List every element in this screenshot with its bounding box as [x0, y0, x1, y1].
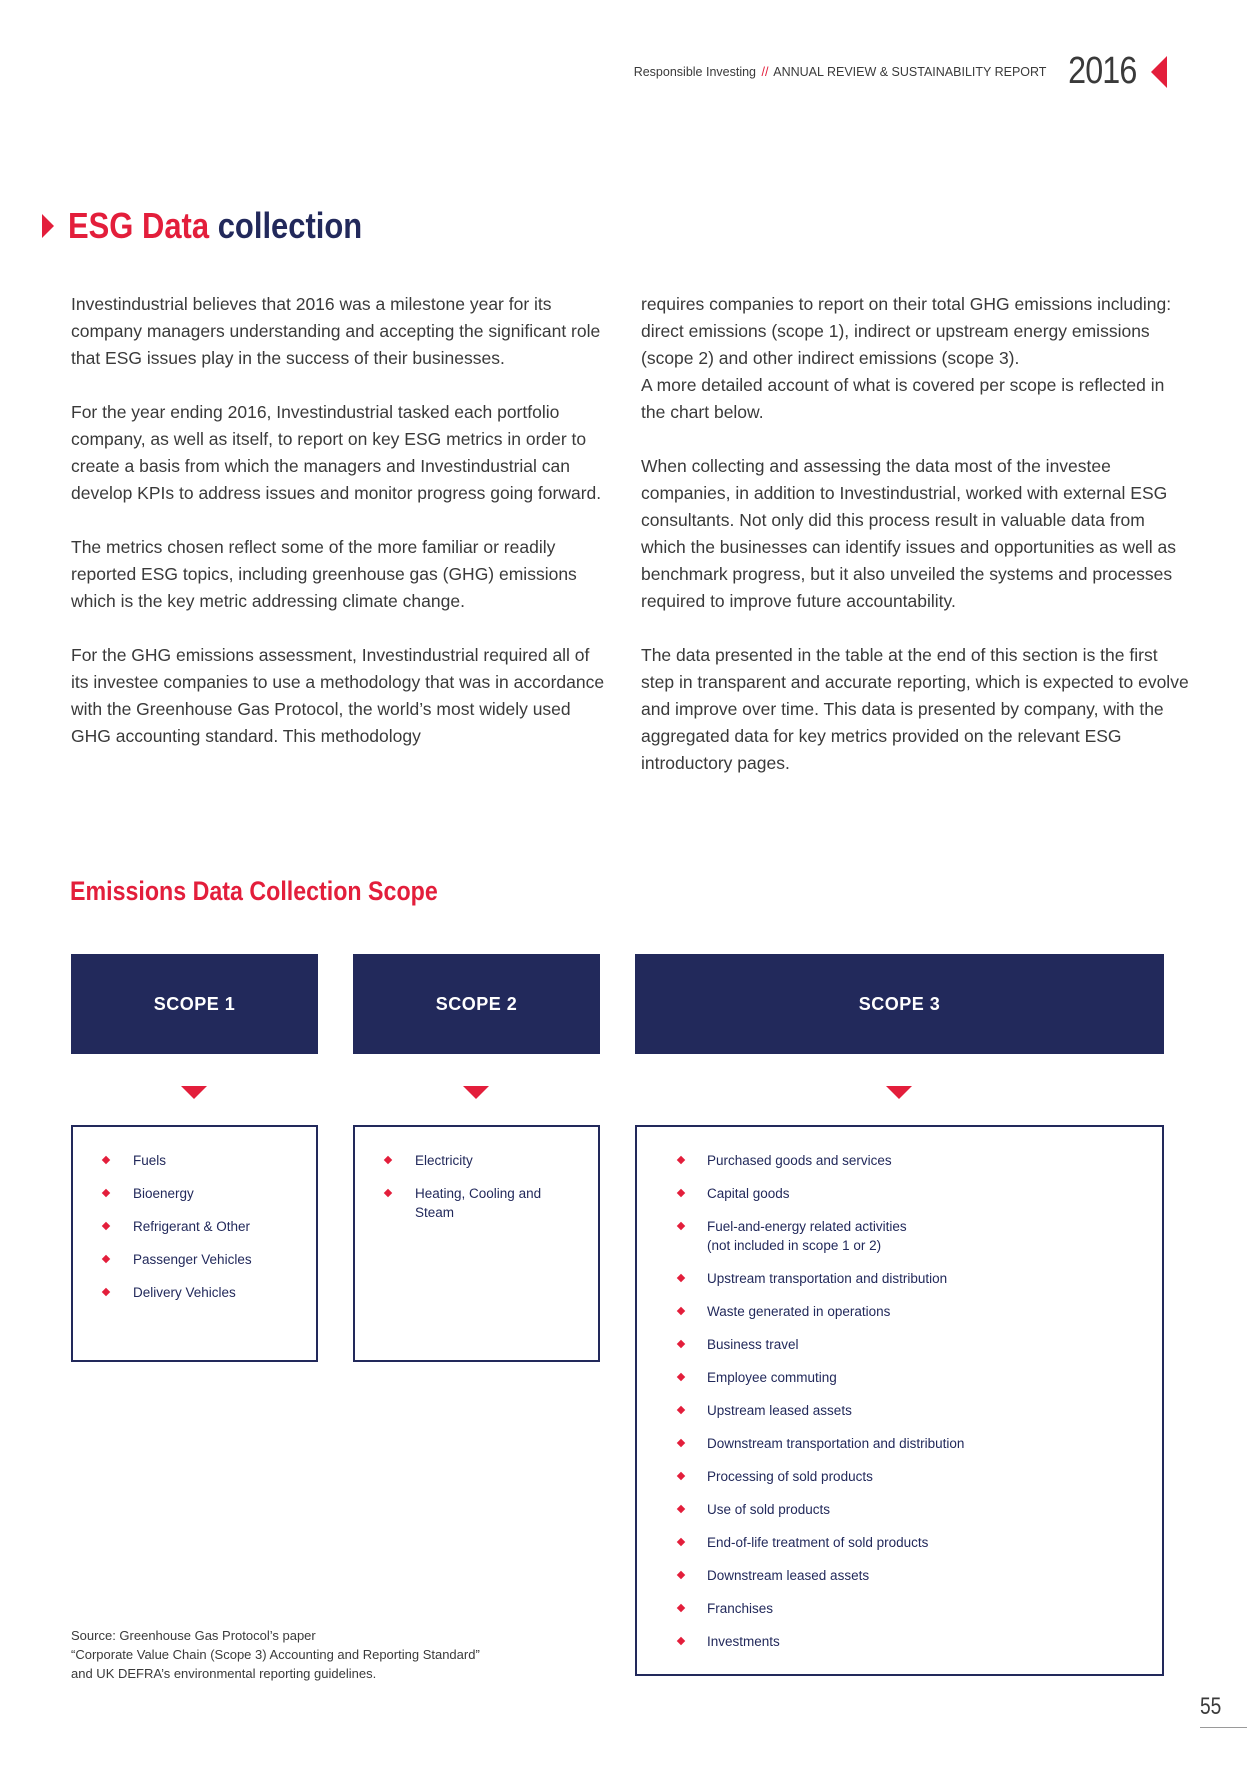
scope-2-header: SCOPE 2 [353, 954, 600, 1054]
list-item-label: Processing of sold products [707, 1469, 873, 1484]
source-line: “Corporate Value Chain (Scope 3) Accounting and Reporting Standard” [71, 1647, 480, 1662]
scope-3-list [637, 1151, 1162, 1651]
scope-1-list [73, 1151, 316, 1302]
diamond-bullet-icon [102, 1288, 110, 1296]
list-item [637, 1467, 1162, 1486]
list-item [73, 1250, 316, 1269]
list-item-label: Capital goods [707, 1186, 790, 1201]
list-item [637, 1184, 1162, 1203]
diamond-bullet-icon [677, 1505, 685, 1513]
scope-3-header: SCOPE 3 [635, 954, 1164, 1054]
page-number: 55 [1200, 1693, 1222, 1720]
list-item-label: Passenger Vehicles [133, 1252, 252, 1267]
diamond-bullet-icon [677, 1222, 685, 1230]
diamond-bullet-icon [677, 1538, 685, 1546]
down-arrow-icon [463, 1086, 489, 1099]
list-item-label: Business travel [707, 1337, 799, 1352]
list-item [637, 1566, 1162, 1585]
list-item-label: Fuels [133, 1153, 167, 1168]
list-item [637, 1335, 1162, 1354]
list-item [73, 1283, 316, 1302]
header-triangle-icon [1151, 56, 1167, 88]
diamond-bullet-icon [677, 1472, 685, 1480]
diamond-bullet-icon [677, 1406, 685, 1414]
list-item [637, 1533, 1162, 1552]
list-item-label: Downstream leased assets [707, 1568, 870, 1583]
list-item-label: Investments [707, 1634, 780, 1649]
page-title-part2: collection [217, 205, 363, 246]
diamond-bullet-icon [384, 1156, 392, 1164]
list-item [637, 1368, 1162, 1387]
title-triangle-icon [42, 214, 54, 238]
body-paragraph: The data presented in the table at the end of this section is the first step in transparent and accurate reporting, which is expected to evolve and improve over time. This data is presented by company, with the aggregated data for key metrics provided on the relevant ESG introductory pages. [641, 645, 1189, 773]
page-title-part1: ESG Data [68, 205, 210, 246]
down-arrow-icon [886, 1086, 912, 1099]
body-paragraph: For the GHG emissions assessment, Investindustrial required all of its investee companies to use a methodology that was in accordance with the Greenhouse Gas Protocol, the world’s most widely used GHG accounting standard. This methodology [71, 645, 605, 746]
list-item [637, 1269, 1162, 1288]
diamond-bullet-icon [384, 1189, 392, 1197]
scope-1-header: SCOPE 1 [71, 954, 318, 1054]
list-item-label: Electricity [415, 1153, 473, 1168]
body-paragraph: For the year ending 2016, Investindustrial tasked each portfolio company, as well as itself, to report on key ESG metrics in order to create a basis from which the managers and Investindustrial can develop KPIs to address issues and monitor progress going forward. [71, 402, 602, 503]
body-paragraph: When collecting and assessing the data most of the investee companies, in addition to Investindustrial, worked with external ESG consultants. Not only did this process result in valuable data from which the businesses can identify issues and opportunities as well as benchmark progress, but it also unveiled the systems and processes required to improve future accountability. [641, 456, 1177, 611]
diamond-bullet-icon [102, 1222, 110, 1230]
body-column-left [71, 291, 606, 777]
list-item [637, 1599, 1162, 1618]
header-year: 2016 [1068, 50, 1137, 92]
list-item-label: Waste generated in operations [707, 1304, 891, 1319]
body-paragraph: A more detailed account of what is covered per scope is reflected in the chart below. [641, 375, 1165, 422]
list-item [73, 1184, 316, 1203]
header-section: Responsible Investing [633, 64, 756, 79]
diamond-bullet-icon [677, 1637, 685, 1645]
list-item-label: Upstream leased assets [707, 1403, 852, 1418]
diamond-bullet-icon [677, 1373, 685, 1381]
list-item [355, 1184, 598, 1222]
diamond-bullet-icon [677, 1604, 685, 1612]
source-line: Source: Greenhouse Gas Protocol’s paper [71, 1628, 316, 1643]
list-item [637, 1500, 1162, 1519]
report-header [634, 50, 1167, 93]
body-column-right [641, 291, 1191, 804]
list-item-label: Fuel-and-energy related activities (not included in scope 1 or 2) [707, 1219, 907, 1253]
list-item-label: Franchises [707, 1601, 774, 1616]
list-item-label: Refrigerant & Other [133, 1219, 251, 1234]
list-item [637, 1151, 1162, 1170]
list-item-label: Upstream transportation and distribution [707, 1271, 948, 1286]
page-number-divider [1200, 1727, 1247, 1728]
page-title [68, 206, 362, 246]
down-arrow-icon [181, 1086, 207, 1099]
list-item [637, 1302, 1162, 1321]
diamond-bullet-icon [677, 1340, 685, 1348]
header-text [634, 65, 1047, 79]
list-item [637, 1632, 1162, 1651]
list-item-label: Use of sold products [707, 1502, 831, 1517]
diamond-bullet-icon [102, 1156, 110, 1164]
source-line: and UK DEFRA’s environmental reporting guidelines. [71, 1666, 377, 1681]
diamond-bullet-icon [102, 1255, 110, 1263]
scope-2-list [355, 1151, 598, 1222]
scope-3-box [635, 1125, 1164, 1676]
section-subheading: Emissions Data Collection Scope [70, 876, 438, 906]
diamond-bullet-icon [677, 1439, 685, 1447]
list-item [355, 1151, 598, 1170]
list-item [637, 1434, 1162, 1453]
body-paragraph: requires companies to report on their total GHG emissions including: direct emissions (scope 1), indirect or upstream energy emissions (scope 2) and other indirect emissions (scope 3). [641, 294, 1172, 368]
list-item-label: Bioenergy [133, 1186, 194, 1201]
page-title-wrap [42, 206, 410, 246]
list-item [637, 1217, 1162, 1255]
header-separator: // [761, 64, 769, 79]
source-note [71, 1626, 480, 1683]
list-item [73, 1217, 316, 1236]
header-report-title: ANNUAL REVIEW & SUSTAINABILITY REPORT [773, 64, 1047, 79]
list-item-label: End-of-life treatment of sold products [707, 1535, 929, 1550]
diamond-bullet-icon [102, 1189, 110, 1197]
diamond-bullet-icon [677, 1189, 685, 1197]
body-paragraph: Investindustrial believes that 2016 was a milestone year for its company managers understanding and accepting the significant role that ESG issues play in the success of their businesses. [71, 294, 601, 368]
body-paragraph: The metrics chosen reflect some of the more familiar or readily reported ESG topics, including greenhouse gas (GHG) emissions which is the key metric addressing climate change. [71, 537, 577, 611]
list-item-label: Heating, Cooling and Steam [415, 1186, 542, 1220]
list-item-label: Downstream transportation and distribution [707, 1436, 965, 1451]
scope-2-box [353, 1125, 600, 1362]
scope-1-box [71, 1125, 318, 1362]
diamond-bullet-icon [677, 1571, 685, 1579]
diamond-bullet-icon [677, 1156, 685, 1164]
list-item-label: Delivery Vehicles [133, 1285, 236, 1300]
list-item [637, 1401, 1162, 1420]
list-item-label: Purchased goods and services [707, 1153, 892, 1168]
diamond-bullet-icon [677, 1274, 685, 1282]
diamond-bullet-icon [677, 1307, 685, 1315]
list-item [73, 1151, 316, 1170]
list-item-label: Employee commuting [707, 1370, 837, 1385]
